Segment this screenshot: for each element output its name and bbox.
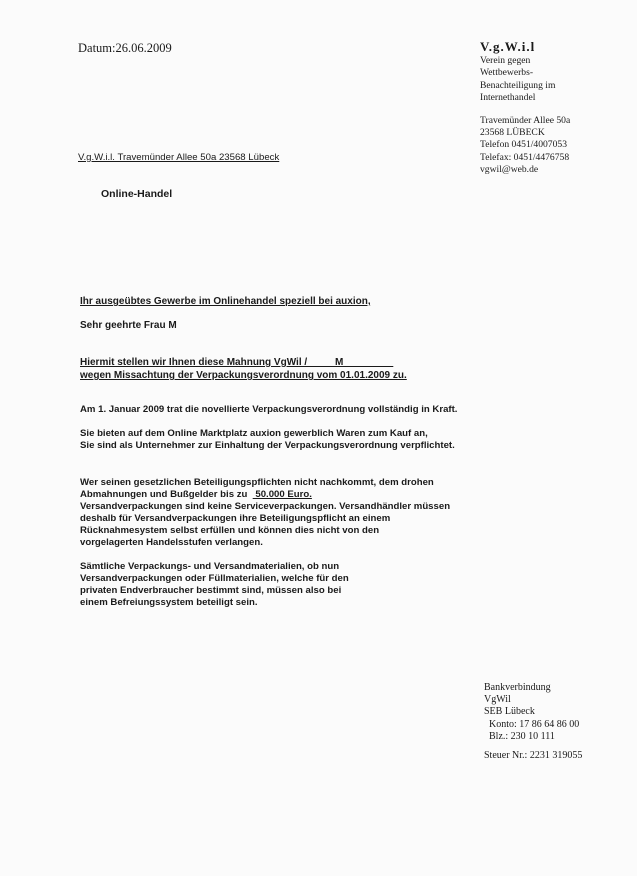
paragraph-line: deshalb für Versandverpackungen ihre Beteiligungspflicht an einem	[80, 513, 391, 524]
organization-address-line: 23568 LÜBECK	[480, 127, 545, 139]
mahnung-statement	[80, 356, 407, 382]
paragraph-line: Versandverpackungen oder Füllmaterialien, welche für den	[80, 573, 349, 584]
tax-number: Steuer Nr.: 2231 319055	[484, 750, 583, 762]
paragraph-line: Rücknahmesystem selbst erfüllen und können dies nicht von den	[80, 525, 380, 536]
bank-line: SEB Lübeck	[484, 706, 535, 718]
paragraph	[80, 477, 450, 549]
letter-date: Datum:26.06.2009	[78, 41, 172, 55]
organization-fax: Telefax: 0451/4476758	[480, 151, 570, 163]
spacer	[480, 104, 630, 115]
organization-short-name: V.g.W.i.l	[480, 39, 536, 54]
sender-return-address: V.g.W.i.l. Travemünder Allee 50a 23568 Lübeck	[78, 152, 280, 163]
organization-email: vgwil@web.de	[480, 163, 539, 175]
organization-name-line: Wettbewerbs-	[480, 67, 534, 79]
bank-account: Konto: 17 86 64 86 00	[484, 718, 580, 730]
paragraph: Am 1. Januar 2009 trat die novellierte Verpackungsverordnung vollständig in Kraft.	[80, 404, 458, 415]
mahnung-line: Hiermit stellen wir Ihnen diese Mahnung VgWil / M	[80, 357, 394, 368]
bank-line: VgWil	[484, 694, 511, 706]
paragraph-line: Versandverpackungen sind keine Serviceverpackungen. Versandhändler müssen	[80, 501, 451, 512]
paragraph-line: privaten Endverbraucher bestimmt sind, müssen also bei	[80, 585, 342, 596]
paragraph-line: Wer seinen gesetzlichen Beteiligungspflichten nicht nachkommt, dem drohen	[80, 477, 434, 488]
letter-subject: Ihr ausgeübtes Gewerbe im Onlinehandel speziell bei auxion,	[80, 296, 371, 307]
paragraph	[80, 561, 349, 609]
bank-title: Bankverbindung	[484, 682, 551, 693]
organization-name-line: Internethandel	[480, 91, 536, 103]
paragraph-line: Sie sind als Unternehmer zur Einhaltung der Verpackungsverordnung verpflichtet.	[80, 440, 455, 451]
paragraph-line: Sämtliche Verpackungs- und Versandmaterialien, ob nun	[80, 561, 340, 572]
organization-block	[480, 41, 630, 176]
paragraph-line: einem Befreiungssystem beteiligt sein.	[80, 597, 258, 608]
paragraph-line: Sie bieten auf dem Online Marktplatz auxion gewerblich Waren zum Kauf an,	[80, 428, 428, 439]
paragraph-line	[80, 489, 450, 501]
bank-details	[484, 682, 582, 762]
salutation: Sehr geehrte Frau M	[80, 320, 177, 331]
paragraph	[80, 428, 455, 452]
paragraph-line: vorgelagerten Handelsstufen verlangen.	[80, 537, 263, 548]
mahnung-line: wegen Missachtung der Verpackungsverordnung vom 01.01.2009 zu.	[80, 370, 407, 381]
bank-code: Blz.: 230 10 111	[484, 730, 555, 742]
recipient-name: Online-Handel	[101, 188, 173, 200]
fine-amount: 50.000 Euro.	[252, 489, 312, 500]
organization-phone: Telefon 0451/4007053	[480, 139, 567, 151]
organization-name-line: Benachteiligung im	[480, 79, 556, 91]
paragraph-text: Abmahnungen und Bußgelder bis zu	[80, 489, 253, 500]
organization-name-line: Verein gegen	[480, 55, 531, 67]
organization-address-line: Travemünder Allee 50a	[480, 115, 571, 127]
